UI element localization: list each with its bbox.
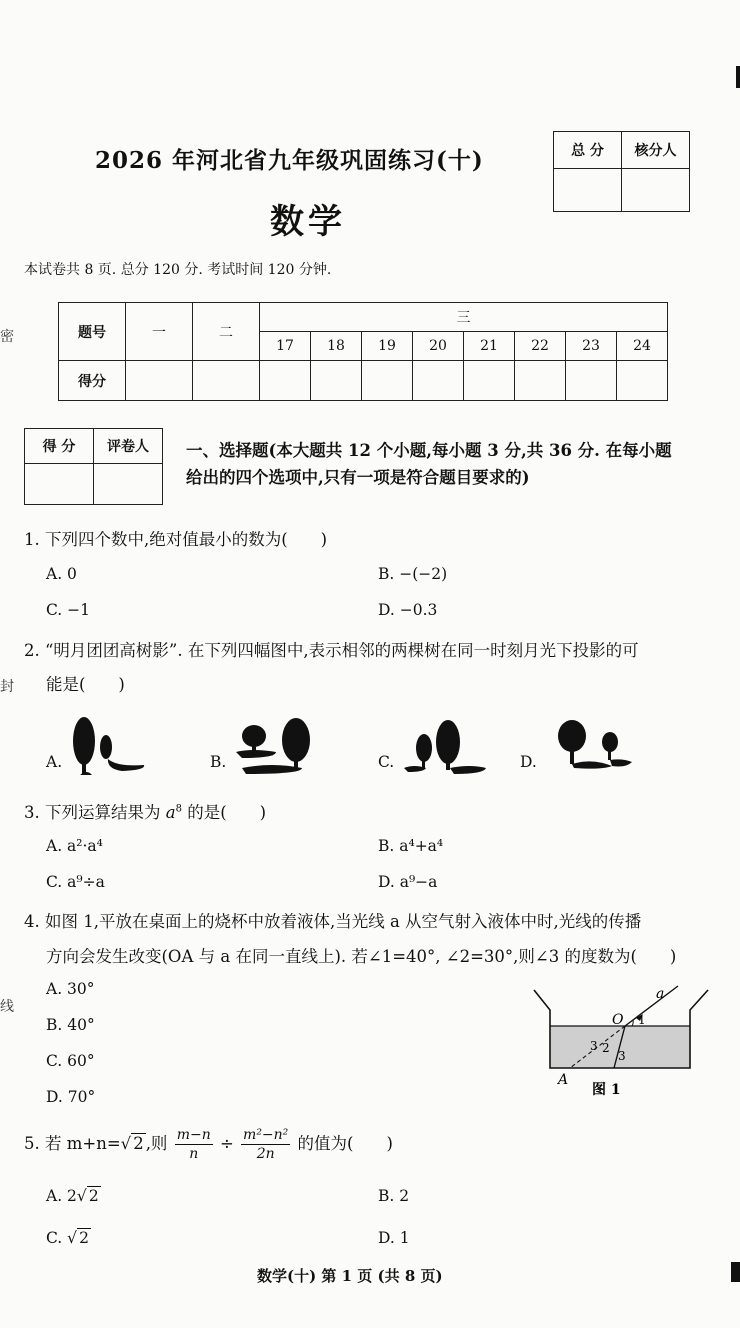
sqrt-sign: √: [120, 1134, 132, 1153]
total-score-label: 总 分: [554, 132, 622, 169]
denominator: n: [189, 1146, 199, 1162]
option-b: B. a⁴+a⁴: [378, 837, 444, 855]
question-text-cont: 方向会发生改变(OA 与 a 在同一直线上). 若∠1=40°, ∠2=30°,则∠3 的度数为( ): [46, 947, 677, 966]
question-text: 下列运算结果为: [45, 803, 166, 822]
option-a: [46, 1187, 101, 1205]
question-text-cont: 能是( ): [46, 675, 125, 694]
section-line-2: 给出的四个选项中,只有一项是符合题目要求的): [186, 468, 530, 487]
question-number-cell: 18: [311, 332, 362, 361]
option-d: D.: [520, 753, 537, 771]
score-cell: [464, 361, 515, 401]
option-b: B. 40°: [46, 1016, 95, 1034]
question-1: [24, 526, 327, 550]
question-text: “明月团团高树影”. 在下列四幅图中,表示相邻的两棵树在同一时刻月光下投影的可: [45, 641, 639, 660]
question-text: 的是( ): [181, 803, 267, 822]
subject-title: 数学: [270, 202, 346, 242]
fraction-2: [241, 1126, 290, 1163]
option-a: A. a²·a⁴: [46, 837, 103, 855]
question-text: 如图 1,平放在桌面上的烧杯中放着液体,当光线 a 从空气射入液体中时,光线的传播: [45, 912, 642, 931]
question-text: ,则: [145, 1134, 168, 1153]
fig-angle-2: 2: [602, 1041, 610, 1055]
score-cell: [126, 361, 193, 401]
fig-label-o: O: [612, 1012, 624, 1028]
option-a: A.: [46, 753, 63, 771]
figure-caption: 图 1: [592, 1082, 621, 1098]
beaker-figure: [528, 982, 714, 1100]
question-3: [24, 799, 266, 823]
question-number: 4.: [24, 912, 40, 931]
row-label-question: 题号: [59, 303, 126, 361]
fig-angle-3: 3: [618, 1049, 626, 1063]
fig-label-A: A: [558, 1072, 569, 1088]
margin-mark: 封: [0, 679, 14, 695]
option-a-label: A. 2: [46, 1187, 77, 1205]
option-d: D. a⁹−a: [378, 873, 438, 891]
option-c: C. 60°: [46, 1052, 95, 1070]
radicand: 2: [88, 1187, 99, 1205]
fraction-1: [175, 1126, 213, 1163]
sqrt-sign: √: [67, 1229, 78, 1247]
grader-name-cell: [94, 464, 163, 505]
question-number-cell: 20: [413, 332, 464, 361]
radicand: 2: [133, 1134, 144, 1153]
score-cell: [311, 361, 362, 401]
sqrt-sign: √: [76, 1187, 87, 1205]
fig-angle-3-label: 3: [590, 1039, 598, 1053]
option-b: B. −(−2): [378, 565, 448, 583]
question-number: 1.: [24, 530, 40, 549]
option-c: C.: [378, 753, 395, 771]
denominator: 2n: [256, 1146, 275, 1162]
section-line-1: 一、选择题(本大题共 12 个小题,每小题 3 分,共 36 分. 在每小题: [186, 441, 672, 460]
score-cell: [413, 361, 464, 401]
question-number: 5.: [24, 1134, 40, 1153]
question-number: 2.: [24, 641, 40, 660]
exam-info: 本试卷共 8 页. 总分 120 分. 考试时间 120 分钟.: [24, 262, 332, 278]
option-a: A. 30°: [46, 980, 95, 998]
question-2: [24, 637, 639, 661]
scan-mark: [731, 1262, 740, 1282]
option-b: B. 2: [378, 1187, 410, 1205]
part1-header: 一: [126, 303, 193, 361]
question-number-cell: 21: [464, 332, 515, 361]
tree-figure-b: [232, 712, 322, 780]
score-cell: [362, 361, 413, 401]
part3-header: 三: [260, 303, 668, 332]
fig-angle-1: 1: [638, 1013, 646, 1027]
question-text: 若 m+n=: [45, 1134, 121, 1153]
page-footer: 数学(十) 第 1 页 (共 8 页): [257, 1267, 443, 1285]
score-table: [58, 302, 668, 401]
score-cell: [566, 361, 617, 401]
question-number-cell: 24: [617, 332, 668, 361]
option-b: B.: [210, 753, 227, 771]
grader-box: [24, 428, 163, 505]
scan-mark: [736, 66, 740, 88]
tree-figure-d: [552, 712, 644, 780]
option-d: D. −0.3: [378, 601, 438, 619]
option-a: A. 0: [46, 565, 77, 583]
math-exp: 8: [175, 803, 182, 815]
section-heading: [186, 437, 706, 491]
exam-title: 2026 年河北省九年级巩固练习(十): [95, 147, 484, 174]
radicand: 2: [79, 1229, 89, 1247]
score-cell: [617, 361, 668, 401]
grader-name-label: 评卷人: [94, 429, 163, 464]
question-5: [24, 1126, 393, 1163]
tree-figure-a: [62, 705, 152, 780]
margin-mark: 密: [0, 329, 14, 345]
total-score-cell: [554, 169, 622, 212]
score-cell: [260, 361, 311, 401]
option-c: C. −1: [46, 601, 91, 619]
numerator: m²−n²: [243, 1127, 289, 1143]
question-number-cell: 23: [566, 332, 617, 361]
option-c: [46, 1229, 91, 1247]
checker-cell: [622, 169, 690, 212]
question-number-cell: 19: [362, 332, 413, 361]
checker-label: 核分人: [622, 132, 690, 169]
question-number: 3.: [24, 803, 40, 822]
question-text: 下列四个数中,绝对值最小的数为( ): [45, 530, 328, 549]
math-var: a: [165, 803, 176, 822]
part2-header: 二: [193, 303, 260, 361]
score-cell: [515, 361, 566, 401]
tree-figure-c: [400, 716, 492, 780]
question-number-cell: 22: [515, 332, 566, 361]
score-cell: [193, 361, 260, 401]
numerator: m−n: [176, 1127, 211, 1143]
grader-score-label: 得 分: [25, 429, 94, 464]
option-d: D. 70°: [46, 1088, 96, 1106]
question-text: 的值为( ): [297, 1134, 393, 1153]
question-4: [24, 908, 641, 932]
option-c-label: C.: [46, 1229, 68, 1247]
question-number-cell: 17: [260, 332, 311, 361]
total-score-box: [553, 131, 690, 212]
margin-mark: 线: [0, 999, 14, 1015]
fig-label-a: a: [656, 986, 665, 1002]
division-sign: ÷: [219, 1134, 234, 1153]
option-c: C. a⁹÷a: [46, 873, 105, 891]
row-label-score: 得分: [59, 361, 126, 401]
option-d: D. 1: [378, 1229, 410, 1247]
grader-score-cell: [25, 464, 94, 505]
